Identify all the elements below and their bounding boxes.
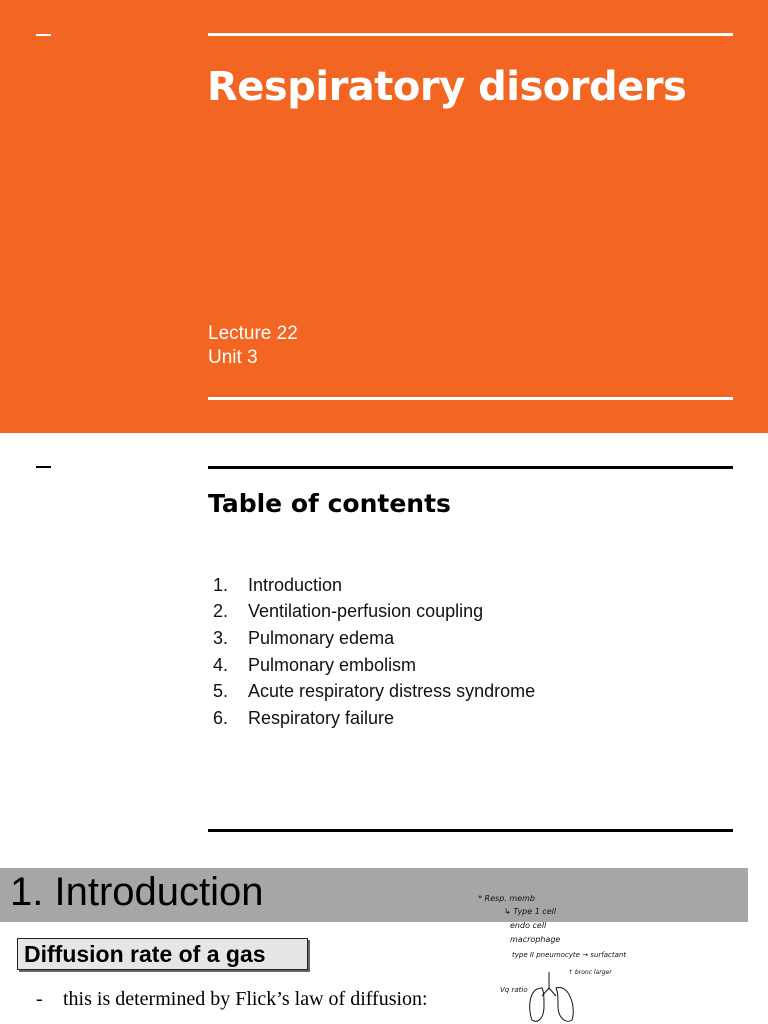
section-heading: 1. Introduction — [10, 870, 264, 914]
note-line: type II pneumocyte → surfactant — [512, 951, 627, 959]
note-line: ↳ Type 1 cell — [504, 907, 557, 916]
item-number: 6. — [213, 707, 229, 728]
bottom-rule — [208, 397, 733, 400]
handwritten-notes-drawing — [476, 884, 656, 1024]
item-label: Pulmonary embolism — [248, 654, 417, 675]
slide-title: Respiratory disorders — [207, 64, 687, 110]
item-number: 4. — [213, 654, 229, 675]
toc-list — [213, 572, 535, 732]
list-item — [213, 652, 535, 679]
unit-label: Unit 3 — [208, 347, 258, 368]
note-line: endo cell — [510, 921, 547, 930]
item-number: 1. — [213, 574, 229, 595]
title-slide — [0, 0, 768, 433]
item-label: Respiratory failure — [248, 707, 395, 728]
note-line: ↑ bronc larger — [568, 969, 612, 976]
toc-title: Table of contents — [208, 489, 451, 518]
note-line: Vq ratio — [500, 986, 528, 994]
list-item — [213, 625, 535, 652]
list-item — [213, 678, 535, 705]
item-label: Pulmonary edema — [248, 627, 395, 648]
slide-dash-marker — [36, 34, 51, 36]
top-rule — [208, 33, 733, 36]
slide-dash-marker — [36, 466, 51, 468]
item-number: 5. — [213, 681, 229, 702]
subheading-label: Diffusion rate of a gas — [24, 941, 266, 967]
item-number: 2. — [213, 601, 229, 622]
lungs-sketch-icon — [530, 972, 574, 1021]
list-item — [213, 572, 535, 599]
list-item — [213, 599, 535, 626]
note-line: * Resp. memb — [478, 894, 535, 903]
top-rule — [208, 466, 733, 469]
note-line: macrophage — [510, 935, 561, 944]
list-item — [213, 705, 535, 732]
lecture-label: Lecture 22 — [208, 323, 298, 344]
bullet-text: this is determined by Flick’s law of diffusion: — [63, 988, 428, 1010]
bullet-line — [36, 988, 428, 1011]
item-label: Acute respiratory distress syndrome — [248, 681, 536, 702]
item-number: 3. — [213, 627, 229, 648]
item-label: Introduction — [248, 574, 343, 595]
bottom-rule — [208, 829, 733, 832]
item-label: Ventilation-perfusion coupling — [248, 601, 484, 622]
handwritten-notes — [476, 884, 656, 1024]
bullet-marker: - — [36, 988, 43, 1010]
